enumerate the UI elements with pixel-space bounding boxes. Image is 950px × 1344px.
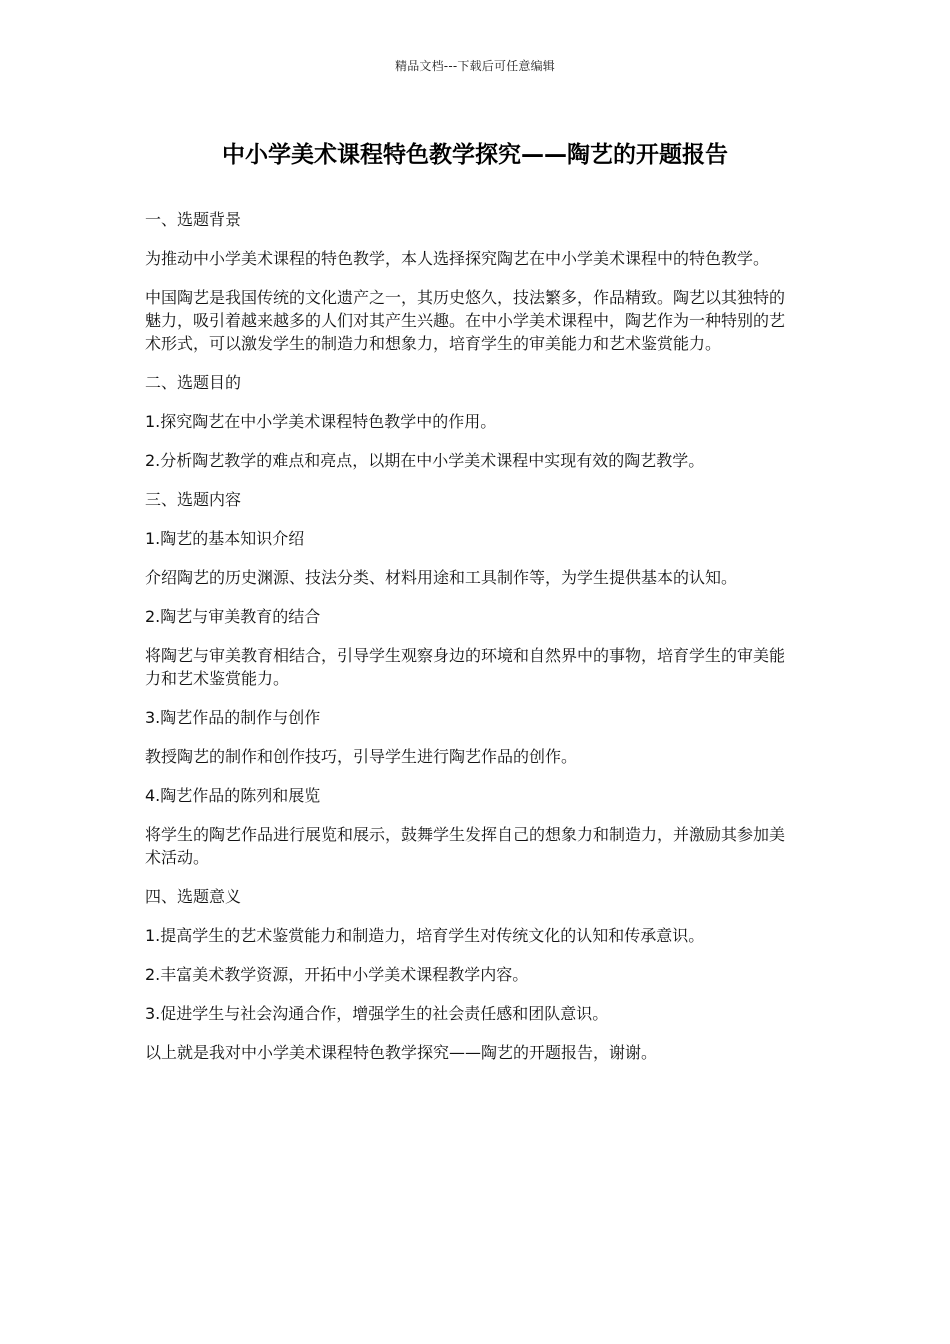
paragraph: 介绍陶艺的历史渊源、技法分类、材料用途和工具制作等，为学生提供基本的认知。 bbox=[145, 568, 738, 587]
list-item: 1.探究陶艺在中小学美术课程特色教学中的作用。 bbox=[145, 412, 497, 431]
section-heading-background: 一、选题背景 bbox=[145, 210, 242, 229]
list-item: 1.提高学生的艺术鉴赏能力和制造力，培育学生对传统文化的认知和传承意识。 bbox=[145, 926, 705, 945]
list-item: 2.丰富美术教学资源，开拓中小学美术课程教学内容。 bbox=[145, 965, 529, 984]
section-heading-content: 三、选题内容 bbox=[145, 490, 242, 509]
paragraph: 将学生的陶艺作品进行展览和展示，鼓舞学生发挥自己的想象力和制造力，并激励其参加美术活动。 bbox=[145, 825, 786, 867]
subheading: 2.陶艺与审美教育的结合 bbox=[145, 607, 321, 626]
subheading: 3.陶艺作品的制作与创作 bbox=[145, 708, 321, 727]
paragraph: 为推动中小学美术课程的特色教学，本人选择探究陶艺在中小学美术课程中的特色教学。 bbox=[145, 249, 770, 268]
paragraph: 中国陶艺是我国传统的文化遗产之一，其历史悠久，技法繁多，作品精致。陶艺以其独特的魅力，吸引着越来越多的人们对其产生兴趣。在中小学美术课程中，陶艺作为一种特别的艺术形式，可以激发学生的制造力和想象力，培育学生的审美能力和艺术鉴赏能力。 bbox=[145, 288, 786, 353]
list-item: 2.分析陶艺教学的难点和亮点，以期在中小学美术课程中实现有效的陶艺教学。 bbox=[145, 451, 705, 470]
header-note: 精品文档---下载后可任意编辑 bbox=[395, 59, 555, 73]
paragraph: 教授陶艺的制作和创作技巧，引导学生进行陶艺作品的创作。 bbox=[145, 747, 578, 766]
section-heading-significance: 四、选题意义 bbox=[145, 887, 242, 906]
subheading: 1.陶艺的基本知识介绍 bbox=[145, 529, 305, 548]
document-body bbox=[145, 208, 797, 1080]
closing-paragraph: 以上就是我对中小学美术课程特色教学探究——陶艺的开题报告，谢谢。 bbox=[145, 1043, 658, 1062]
subheading: 4.陶艺作品的陈列和展览 bbox=[145, 786, 321, 805]
document-title: 中小学美术课程特色教学探究——陶艺的开题报告 bbox=[222, 142, 728, 168]
list-item: 3.促进学生与社会沟通合作，增强学生的社会责任感和团队意识。 bbox=[145, 1004, 609, 1023]
section-heading-purpose: 二、选题目的 bbox=[145, 373, 242, 392]
paragraph: 将陶艺与审美教育相结合，引导学生观察身边的环境和自然界中的事物，培育学生的审美能力和艺术鉴赏能力。 bbox=[145, 646, 786, 688]
